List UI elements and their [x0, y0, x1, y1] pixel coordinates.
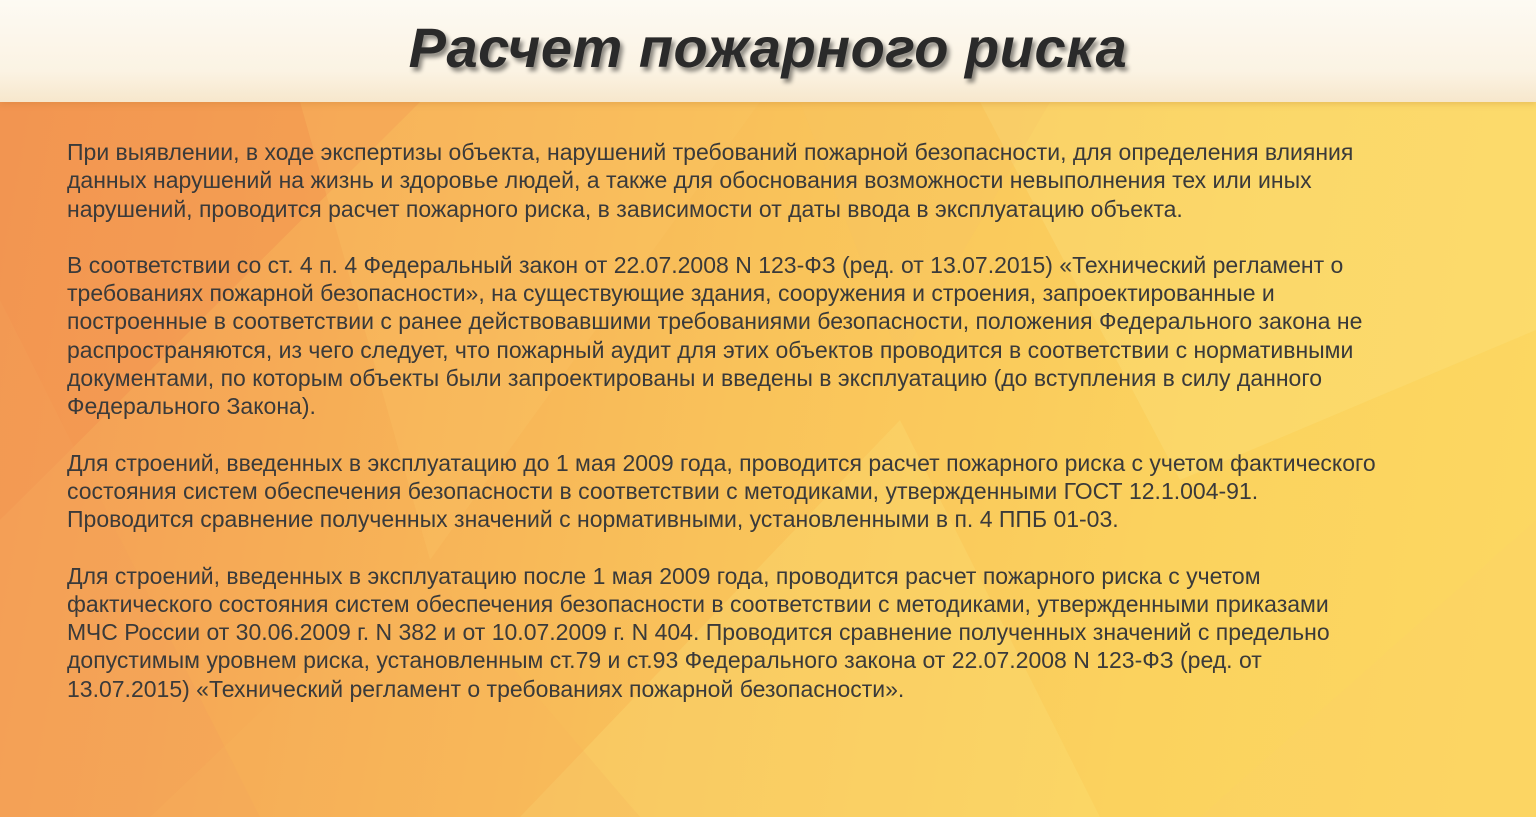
slide-title: Расчет пожарного риска — [408, 16, 1128, 79]
slide-body — [67, 138, 1512, 731]
paragraph-before-2009: Для строений, введенных в эксплуатацию до 1 мая 2009 года, проводится расчет пожарного риска с учетом фактического состояния систем обеспечения безопасности в соответствии с методиками, утвержденными ГОСТ 12.1.004-91. Проводится сравнение полученных значений с нормативными, установленными в п. 4 ППБ 01-03. — [67, 449, 1376, 533]
paragraph-after-2009: Для строений, введенных в эксплуатацию после 1 мая 2009 года, проводится расчет пожарного риска с учетом фактического состояния систем обеспечения безопасности в соответствии с методиками, утвержденными приказами МЧС России от 30.06.2009 г. N 382 и от 10.07.2009 г. N 404. Проводится сравнение полученных значений с предельно допустимым уровнем риска, установленным ст.79 и ст.93 Федерального закона от 22.07.2008 N 123-ФЗ (ред. от 13.07.2015) «Технический регламент о требованиях пожарной безопасности». — [67, 562, 1330, 702]
paragraph-law-reference: В соответствии со ст. 4 п. 4 Федеральный закон от 22.07.2008 N 123-ФЗ (ред. от 13.07.2015) «Технический регламент о требованиях пожарной безопасности», на существующие здания, сооружения и строения, запроектированные и построенные в соответствии с ранее действовавшими требованиями безопасности, положения Федерального закона не распространяются, из чего следует, что пожарный аудит для этих объектов проводится в соответствии с нормативными документами, по которым объекты были запроектированы и введены в эксплуатацию (до вступления в силу данного Федерального Закона). — [67, 251, 1363, 420]
paragraph-intro: При выявлении, в ходе экспертизы объекта, нарушений требований пожарной безопасности, для определения влияния данных нарушений на жизнь и здоровье людей, а также для обоснования возможности невыполнения тех или иных нарушений, проводится расчет пожарного риска, в зависимости от даты ввода в эксплуатацию объекта. — [67, 139, 1354, 222]
